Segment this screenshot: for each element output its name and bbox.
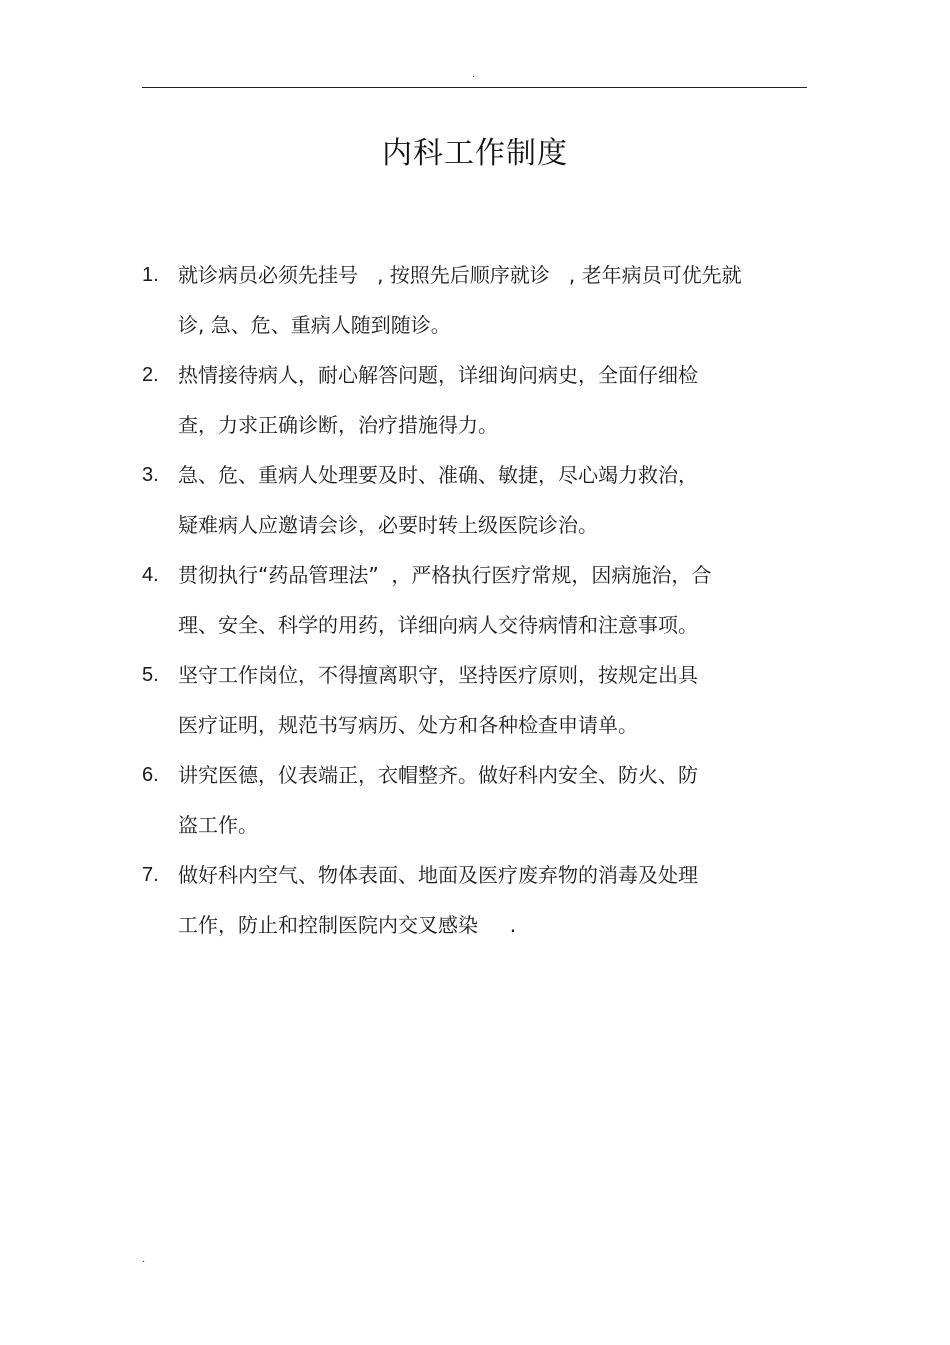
rule-text-line-1: 坚守工作岗位，不得擅离职守，坚持医疗原则，按规定出具 (178, 663, 698, 687)
rule-text-line-1: 就诊病员必须先挂号 , 按照先后顺序就诊 , 老年病员可优先就 (178, 263, 742, 287)
rule-text-line-2: 医疗证明，规范书写病历、处方和各种检查申请单。 (178, 713, 638, 737)
rule-number: 5. (142, 664, 159, 686)
rule-text-line-2: 理、安全、科学的用药，详细向病人交待病情和注意事项。 (178, 613, 698, 637)
header-rule (142, 87, 807, 88)
rule-item-7 (142, 855, 822, 955)
rule-text-line-1: 做好科内空气、物体表面、地面及医疗废弃物的消毒及处理 (178, 863, 698, 887)
rule-item-5 (142, 655, 822, 755)
rule-item-6 (142, 755, 822, 855)
rule-number: 2. (142, 364, 159, 386)
footer-mark: . (142, 1254, 146, 1265)
rule-text-line-2: 盗工作。 (178, 813, 258, 837)
rule-item-2 (142, 355, 822, 455)
rule-text-line-1: 急、危、重病人处理要及时、准确、敏捷，尽心竭力救治， (178, 463, 698, 487)
rule-text-line-2: 疑难病人应邀请会诊，必要时转上级医院诊治。 (178, 513, 598, 537)
rule-text-line-2: 诊, 急、危、重病人随到随诊。 (178, 313, 451, 337)
rule-item-3 (142, 455, 822, 555)
rule-number: 4. (142, 564, 159, 586)
rule-number: 1. (142, 264, 159, 286)
rule-number: 7. (142, 864, 159, 886)
rule-text-line-1: 讲究医德，仪表端正，衣帽整齐。做好科内安全、防火、防 (178, 763, 698, 787)
rule-item-4 (142, 555, 822, 655)
header-mark: . (472, 69, 476, 80)
rule-text-line-1: 热情接待病人，耐心解答问题，详细询问病史，全面仔细检 (178, 363, 698, 387)
rule-number: 3. (142, 464, 159, 486)
rule-text-line-2: 工作，防止和控制医院内交叉感染 . (178, 913, 517, 937)
rule-item-1 (142, 255, 822, 355)
rule-text-line-2: 查，力求正确诊断，治疗措施得力。 (178, 413, 498, 437)
rule-text-line-1: 贯彻执行“药品管理法” ，严格执行医疗常规，因病施治，合 (178, 563, 712, 587)
rules-list (142, 255, 822, 955)
rule-number: 6. (142, 764, 159, 786)
page-title: 内科工作制度 (382, 136, 568, 171)
